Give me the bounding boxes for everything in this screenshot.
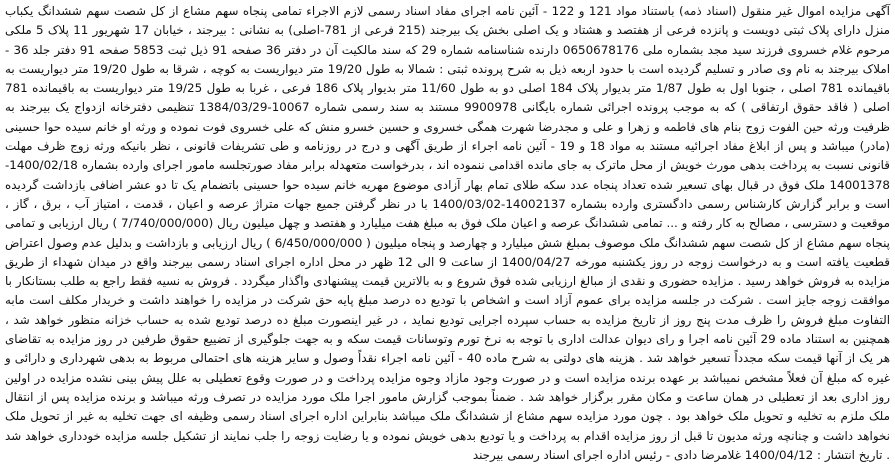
notice-body-text: آگهی مزایده اموال غیر منقول (اسناد ذمه) باستناد مواد 121 و 122 - آئین نامه اجرای مفاد اسناد رسمی لازم الاجراء تمامی پنجاه سهم مشاع از کل شصت سهم ششدانگ یکباب منزل دارای پلاک ثبتی دویست و پانزده فرعی از هفتصد و هشتاد و یک اصلی بخش یک بیرجند (215 فرعی از 781-اصلی) به نشانی : بیرجند ، خیابان 17 شهریور 11 پلاک 5 ملکی مرحوم غلام خسروی فرزند سید مجد بشماره ملی 0650678176 دارنده شناسنامه شماره 29 که سند مالکیت آن در دفتر 36 صفحه 91 ذیل ثبت 5853 صفحه 91 دفتر جلد 36 - املاک بیرجند به نام وی صادر و تسلیم گردیده است با حدود اربعه ذیل به شرح پرونده ثبتی : شمالا به طول 19/20 متر دیواریست به کوچه ، شرقا به طول 19/20 متر دیواریست به باقیمانده 781 اصلی ، جنوبا اول به طول 1/87 متر بدیوار پلاک 184 اصلی دو به طول 11/60 متر بدیوار پلاک 186 فرعی ، غربا به طول 19/25 متر دیواریست به باقیمانده 781 اصلی ( فاقد حقوق ارتفاقی ) که به موجب پرونده اجرائی شماره بایگانی 9900978 مستند به سند رسمی شماره 10067-1384/03/29 تنظیمی دفترخانه ازدواج یک بیرجند به ظرفیت ورثه حین الفوت زوج بنام های فاطمه و زهرا و علی و مجدرضا شهرت همگی خسروی و حسین خسرو منش که علی خسروی فوت نموده و ورثه او خانم سیده حوا حسینی (مادر) میباشد و پس از ابلاغ مفاد اجرائیه مستند به مواد 18 و 19 - آئین نامه اجراء از طریق آگهی و درج در روزنامه و طی تشریفات قانونی ، نظر بانیکه ورثه زوج ظرف مهلت قانونی نسبت به پرداخت بدهی مورث خویش از محل ماترک به جای مانده اقدامی ننموده اند ، بدرخواست متعهدله برابر مفاد صورتجلسه مامور اجرای وارده بشماره 1400/02/18-14001378 ملک فوق در قبال بهای تسعیر شده تعداد پنجاه عدد سکه طلای تمام بهار آزادی موضوع مهریه خانم سیده حوا حسینی باتضمام یک تا دو عشر اضافی بازداشت گردیده است و برابر گزارش کارشناس رسمی دادگستری وارده بشماره 14002137-1400/03/02 با در نظر گرفتن جمیع جهات متراژ عرصه و اعیان ، قدمت ، امتیاز آب ، برق ، گاز ، موقعیت و دسترسی ، مصالح به کار رفته و ... تمامی ششدانگ عرصه و اعیان ملک فوق به مبلغ هفت میلیارد و هفتصد و چهل میلیون ریال (7/740/000/000 ) ریال ارزیابی و تمامی پنجاه سهم مشاع از کل شصت سهم ششدانگ ملک موصوف بمبلغ شش میلیارد و چهارصد و پنجاه میلیون ( 6/450/000/000 ) ریال ارزیابی و بازداشت و بدلیل عدم وصول اعتراض قطعیت یافته است و به درخواست زوجه در روز یکشنبه مورخه 1400/04/27 از ساعت 9 الی 12 ظهر در محل اداره اجرای اسناد رسمی بیرجند واقع در میدان شهداء از طریق مزایده به فروش خواهد رسید . مزایده حضوری و نقدی از مبالغ ارزیابی شده فوق شروع و به بالاترین قیمت پیشنهادی واگذار میگردد . فروش به نسیه فقط راجع به طلب بستانکار با موافقت زوجه جایز است . شرکت در جلسه مزایده برای عموم آزاد است و اشخاص با تودیع ده درصد مبلغ پایه حق شرکت در مزایده را خواهند داشت و خریدار مکلف است مابه التفاوت مبلغ فروش را ظرف مدت پنج روز از تاریخ مزایده به حساب سپرده اجرایی تودیع نماید ، در غیر اینصورت مبلغ ده درصد تودیع شده به حساب خزانه منظور خواهد شد ، همچنین به استناد ماده 29 آئین نامه اجرا و رای دیوان عدالت اداری با توجه به نرخ تورم وتوسانات قیمت سکه و به جهت جلوگیری از تضییع حقوق طرفین در روز مزایده به تقاضای هر یک از آنها قیمت سکه مجدداً تسعیر خواهد شد . هزینه های دولتی به شرح ماده 40 - آئین نامه اجراء نقداً وصول و سایر هزینه های احتمالی مربوط به بدهی شهرداری و دارائی و غیره که مبلغ آن فعلاً مشخص نمیباشد بر عهده برنده مزایده است و در صورت وجود مازاد وجوه مزایده پرداخت و در صورت وقوع تعطیلی به علل پیش بینی نشده مزایده در اولین روز اداری بعد از تعطیلی در همان ساعت و مکان مقرر برگزار خواهد شد . ضمناً بموجب گزارش مامور اجرا ملک مورد مزایده در تصرف ورثه میباشد و برنده مزایده پس از انتقال ملک ملزم به تخلیه و تحویل ملک خواهد بود . چون مورد مزایده سهم مشاع از ششدانگ ملک میباشد بنابراین اداره اجرای اسناد رسمی وظیفه ای جهت تخلیه به غیر از تحویل ملک نخواهد داشت و چنانچه ورثه مدیون تا قبل از روز مزایده اقدام به پرداخت و یا تودیع بدهی خویش نموده و یا رضایت زوجه را جلب نمایند از تشکیل جلسه مزایده خودداری خواهد شد . تاریخ انتشار : 1400/04/12 غلامرضا دادی - رئیس اداره اجرای اسناد رسمی بیرجند bbox=[5, 4, 891, 462]
